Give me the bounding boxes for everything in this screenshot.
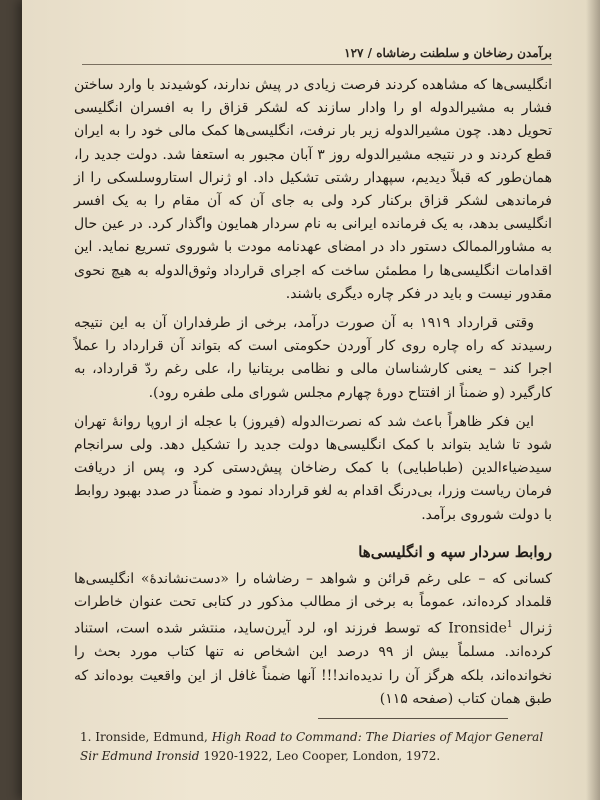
paragraph-2: وقتی قرارداد ۱۹۱۹ به آن صورت درآمد، برخی از طرفداران آن به این نتیجه رسیدند که راه چاره روی کار آوردن حکومتی است که بتواند آن قرارداد را عملاً اجرا کند – یعنی کارشناسان مالی و نظامی بریتانیا را، علی رغم ردّ قرارداد، به کارگیرد (و ضمناً از افتتاح دورهٔ چهارم مجلس شورای ملی طفره رود). bbox=[74, 315, 552, 401]
footnote bbox=[80, 728, 550, 766]
footnote-lead: 1. Ironside, Edmund, bbox=[80, 730, 212, 744]
section-title: روابط سردار سپه و انگلیسی‌ها bbox=[358, 542, 552, 561]
footnote-reference: 1 bbox=[506, 620, 513, 631]
section-text-before: کسانی که – علی رغم قرائن و شواهد – رضاشاه را «دست‌نشاندهٔ» انگلیسی‌ها قلمداد کرده‌اند، عموماً به برخی از مطالب مذکور در کتابی تحت عنوان خاطرات ژنرال Ironside bbox=[74, 571, 552, 638]
footnote-title: High Road to Command: The Diaries of Major General Sir Edmund Ironsid bbox=[80, 730, 544, 763]
paragraph-1: انگلیسی‌ها که مشاهده کردند فرصت زیادی در پیش ندارند، کوشیدند با وارد ساختن فشار به مشیرالدوله او را وادار سازند که لشکر قزاق را به افسران انگلیسی تحویل دهد. چون مشیرالدوله زیر بار نرفت، انگلیسی‌ها کمک مالی خود را به ایران قطع کردند و در نتیجه مشیرالدوله روز ۳ آبان مجبور به استعفا شد. دولت جدید را، همان‌طور که قبلاً دیدیم، سپهدار رشتی تشکیل داد. او ژنرال استاروسلسکی را از فرماندهی لشکر قزاق برکنار کرد ولی به جای آن که آن مقام را به یک افسر انگلیسی بدهد، به یک فرمانده ایرانی به نام سردار همایون واگذار کرد. در عین حال به مشاورالممالک دستور داد در امضای عهدنامه مودت با شوروی تسریع نماید. این اقدامات انگلیسی‌ها را مطمئن ساخت که اجرای قرارداد وثوق‌الدوله به هیچ نحوی مقدور نیست و باید در فکر چاره دیگری باشند. bbox=[74, 77, 552, 302]
section-paragraph bbox=[74, 568, 552, 711]
page-gutter-shadow bbox=[586, 0, 600, 800]
page-body bbox=[74, 74, 552, 717]
book-page bbox=[22, 0, 600, 800]
footnote-tail: 1920-1922, Leo Cooper, London, 1972. bbox=[199, 749, 441, 763]
paragraph-3: این فکر ظاهراً باعث شد که نصرت‌الدوله (فیروز) با عجله از اروپا روانهٔ تهران شود تا شاید بتواند با کمک انگلیسی‌ها دولت جدید را تشکیل دهد. ولی سرانجام سیدضیاءالدین (طباطبایی) با کمک رضاخان پیش‌دستی کرد و، پس از دریافت فرمان ریاست وزرا، بی‌درنگ اقدام به لغو قرارداد نمود و ضمناً در صدد بهبود روابط با دولت شوروی برآمد. bbox=[74, 413, 552, 523]
running-header: برآمدن رضاخان و سلطنت رضاشاه / ۱۲۷ bbox=[82, 46, 552, 65]
section-text-after: که توسط فرزند او، لرد آیرن‌ساید، منتشر شده است، استناد کرده‌اند. مسلماً بیش از ۹۹ درصد این اشخاص نه تنها کتاب مورد بحث را نخوانده‌اند، بلکه هرگز آن را ندیده‌اند!!! آنها ضمناً غافل از این واقعیت بوده‌اند که طبق همان کتاب (صفحه ۱۱۵) bbox=[74, 621, 552, 707]
footnote-divider bbox=[318, 718, 508, 719]
